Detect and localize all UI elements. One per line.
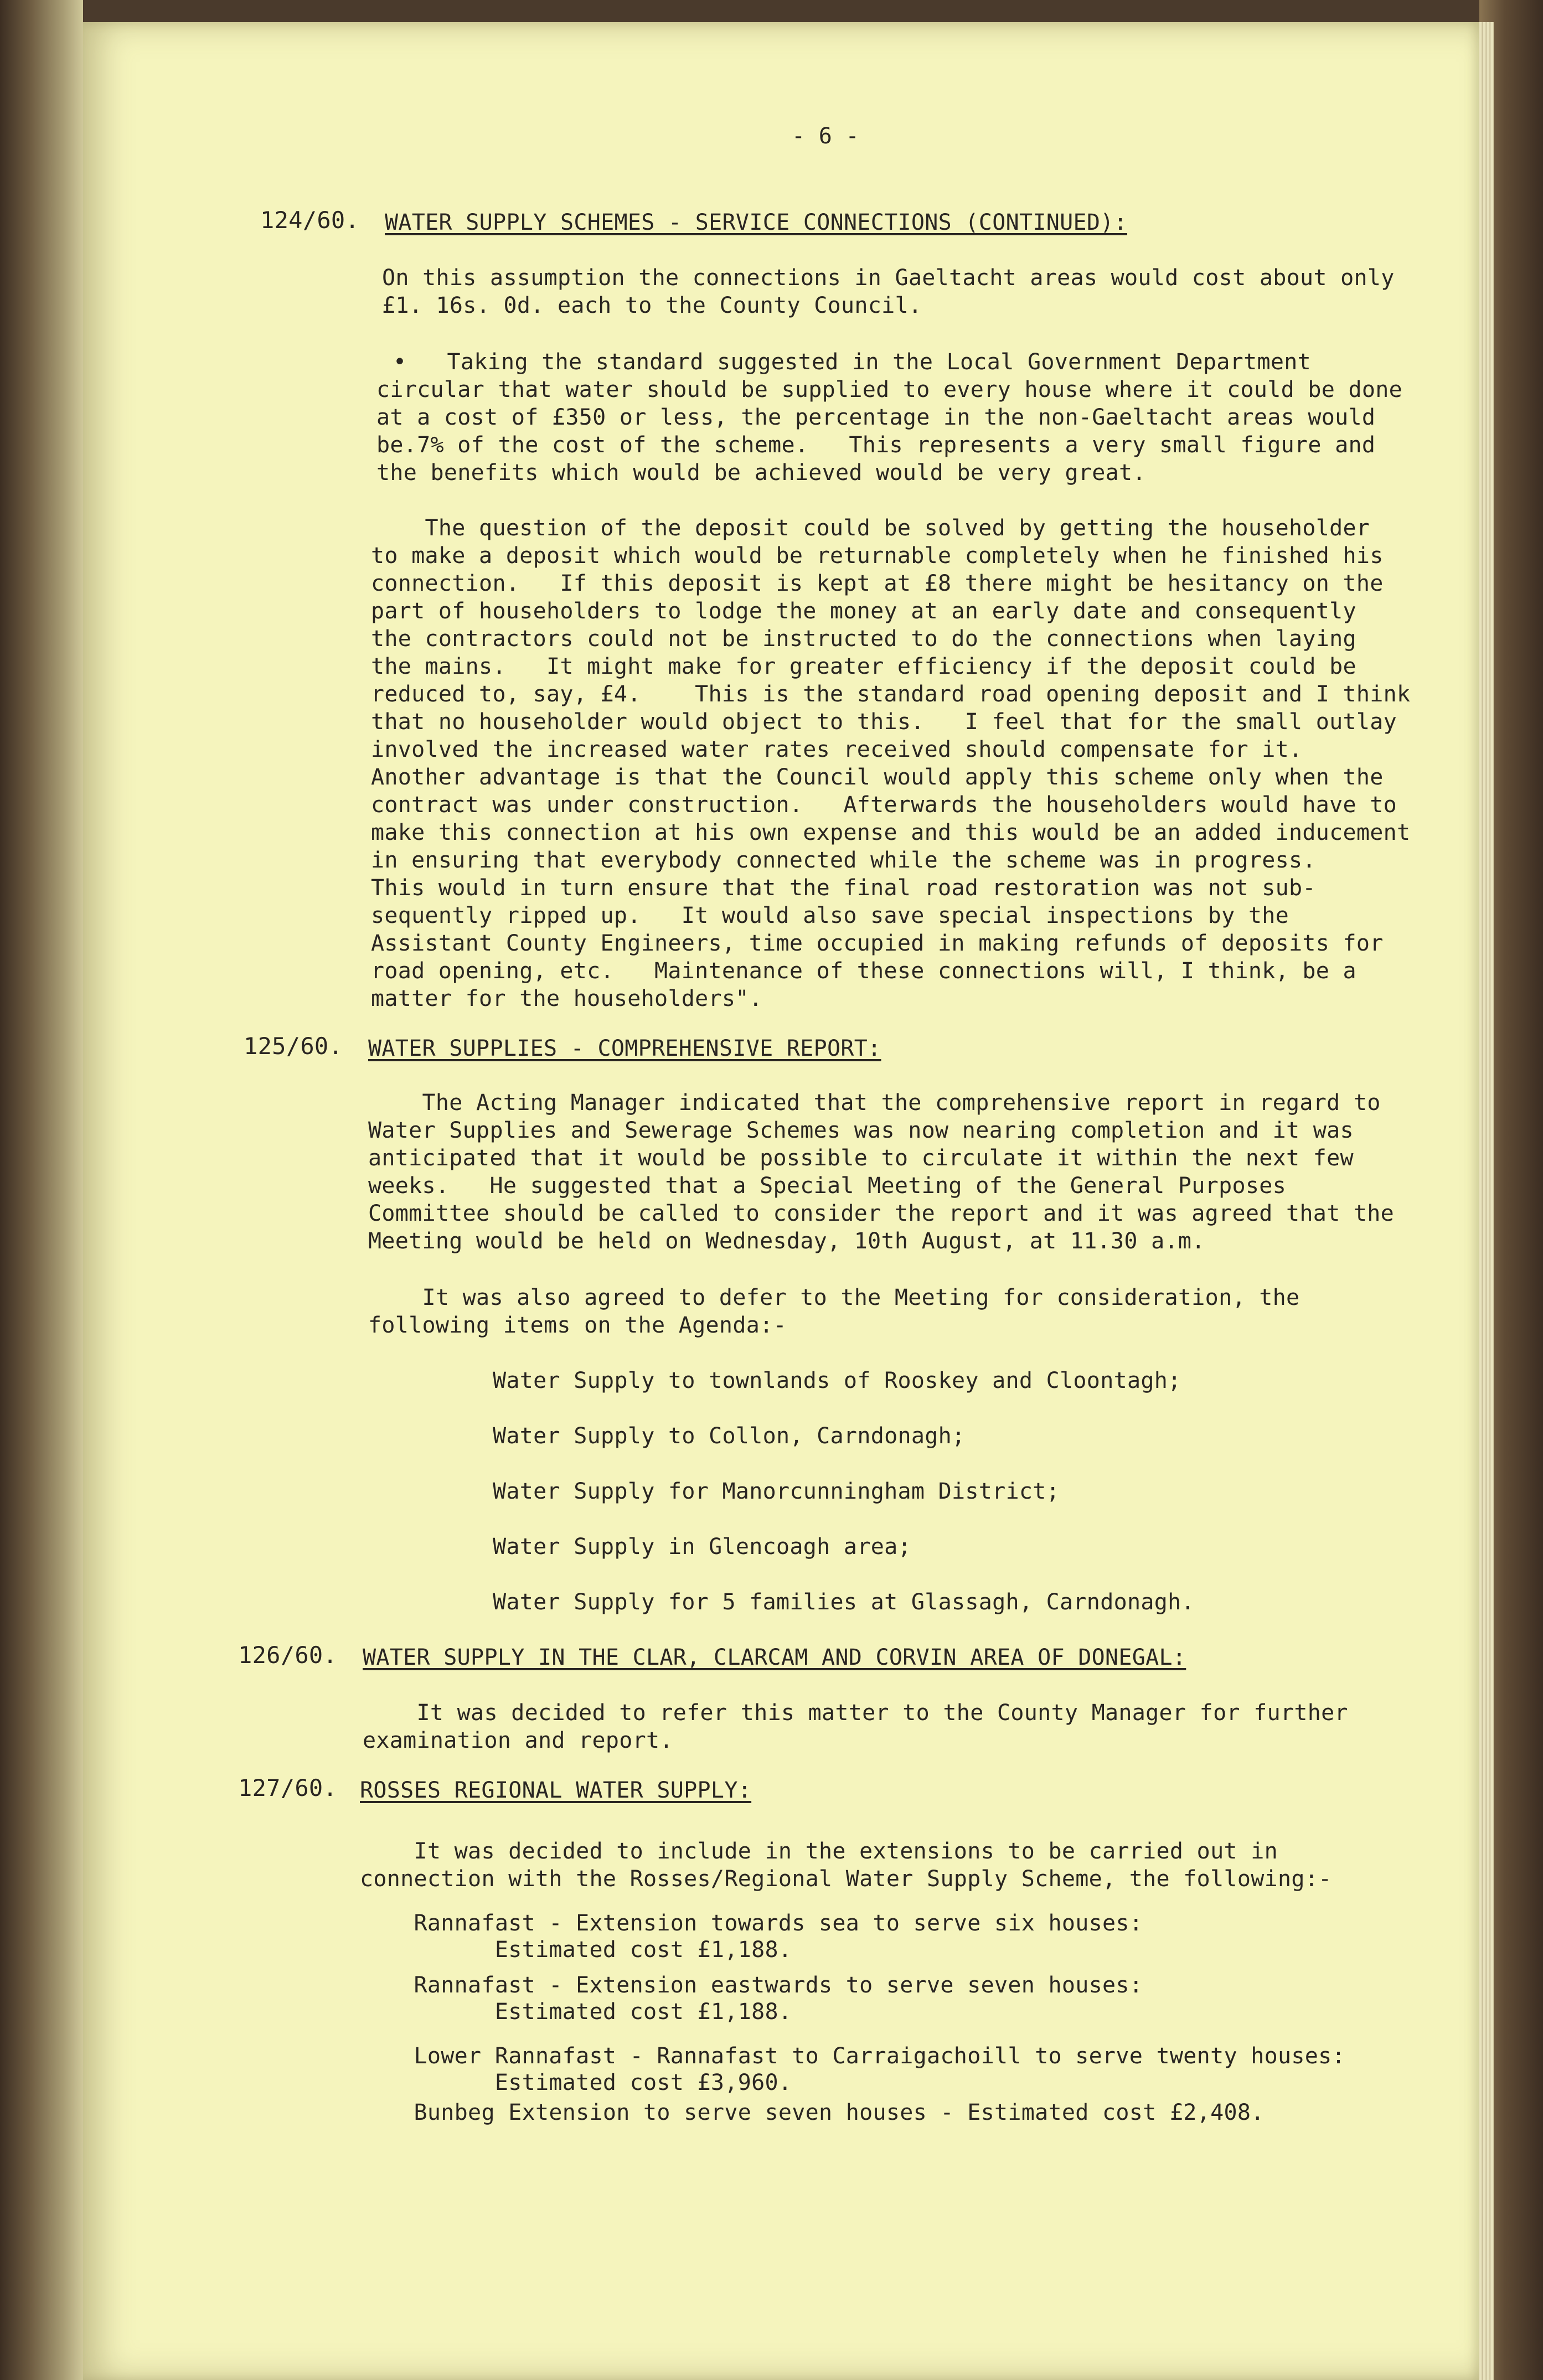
paragraph-line: contract was under construction. Afterwards the householders would have to (371, 792, 1397, 818)
book-binding (0, 0, 83, 2380)
extension-cost: Estimated cost £1,188. (360, 1937, 792, 1963)
section-heading-127: ROSSES REGIONAL WATER SUPPLY: (360, 1778, 752, 1803)
paragraph-line: sequently ripped up. It would also save special inspections by the (371, 903, 1289, 928)
paragraph-line: make this connection at his own expense and this would be an added inducement (371, 820, 1411, 845)
page-number: - 6 - (792, 123, 859, 149)
minute-number-125: 125/60. (244, 1032, 343, 1060)
agenda-item: Water Supply to townlands of Rooskey and Cloontagh; (493, 1368, 1181, 1393)
paragraph-line: £1. 16s. 0d. each to the County Council. (382, 293, 922, 318)
paragraph-line: that no householder would object to this. I feel that for the small outlay (371, 709, 1397, 735)
paragraph-line: It was also agreed to defer to the Meeting for consideration, the (368, 1285, 1300, 1310)
paragraph-line: circular that water should be supplied to every house where it could be done (376, 377, 1403, 402)
paragraph-line: following items on the Agenda:- (368, 1313, 787, 1338)
minute-number-127: 127/60. (238, 1774, 338, 1801)
paragraph-line: involved the increased water rates received should compensate for it. (371, 737, 1303, 762)
paragraph-line: The question of the deposit could be solved by getting the householder (371, 515, 1370, 541)
paragraph-line: The Acting Manager indicated that the comprehensive report in regard to (368, 1090, 1381, 1116)
paragraph-line: the benefits which would be achieved would be very great. (376, 460, 1146, 486)
paragraph-line: It was decided to include in the extensions to be carried out in (360, 1839, 1278, 1864)
paragraph-line: On this assumption the connections in Gaeltacht areas would cost about only (382, 265, 1395, 291)
paragraph-line: be.7% of the cost of the scheme. This represents a very small figure and (376, 432, 1376, 458)
paragraph-line: in ensuring that everybody connected while the scheme was in progress. (371, 848, 1316, 873)
agenda-item: Water Supply in Glencoagh area; (493, 1534, 911, 1560)
paragraph-line: connection with the Rosses/Regional Water Supply Scheme, the following:- (360, 1866, 1332, 1892)
extension-cost: Estimated cost £1,188. (360, 1999, 792, 2025)
extension-cost: Estimated cost £3,960. (360, 2070, 792, 2095)
paragraph-line: examination and report. (363, 1728, 673, 1753)
paragraph-line: Committee should be called to consider the report and it was agreed that the (368, 1201, 1395, 1226)
paragraph-line: the mains. It might make for greater efficiency if the deposit could be (371, 654, 1356, 679)
paragraph-line: It was decided to refer this matter to the County Manager for further (363, 1700, 1348, 1726)
paragraph-line: Meeting would be held on Wednesday, 10th August, at 11.30 a.m. (368, 1228, 1205, 1254)
paragraph-line: to make a deposit which would be returnable completely when he finished his (371, 543, 1384, 569)
section-heading-124: WATER SUPPLY SCHEMES - SERVICE CONNECTIONS (CONTINUED): (385, 210, 1128, 235)
paragraph-line: reduced to, say, £4. This is the standard road opening deposit and I think (371, 682, 1411, 707)
paragraph-line: part of householders to lodge the money at an early date and consequently (371, 598, 1356, 624)
section-heading-125: WATER SUPPLIES - COMPREHENSIVE REPORT: (368, 1036, 881, 1061)
paragraph-line: at a cost of £350 or less, the percentage in the non-Gaeltacht areas would (376, 405, 1376, 430)
extension-item: Rannafast - Extension towards sea to serve six houses: (360, 1911, 1143, 1936)
paragraph-line: the contractors could not be instructed to do the connections when laying (371, 626, 1356, 652)
paragraph-line: matter for the householders". (371, 986, 763, 1011)
extension-item: Rannafast - Extension eastwards to serve seven houses: (360, 1973, 1143, 1998)
section-heading-126: WATER SUPPLY IN THE CLAR, CLARCAM AND CORVIN AREA OF DONEGAL: (363, 1645, 1186, 1670)
agenda-item: Water Supply for Manorcunningham District; (493, 1479, 1060, 1504)
paragraph-line: connection. If this deposit is kept at £8 there might be hesitancy on the (371, 571, 1384, 596)
extension-item: Bunbeg Extension to serve seven houses - Estimated cost £2,408. (360, 2100, 1265, 2125)
extension-item: Lower Rannafast - Rannafast to Carraigachoill to serve twenty houses: (360, 2043, 1345, 2069)
paragraph-line: This would in turn ensure that the final road restoration was not sub- (371, 875, 1316, 901)
minute-number-124: 124/60. (260, 206, 360, 234)
paragraph-line: Another advantage is that the Council would apply this scheme only when the (371, 765, 1384, 790)
paragraph-line: Assistant County Engineers, time occupied in making refunds of deposits for (371, 931, 1384, 956)
agenda-item: Water Supply for 5 families at Glassagh, Carndonagh. (493, 1589, 1195, 1615)
paragraph-line: weeks. He suggested that a Special Meeting of the General Purposes (368, 1173, 1286, 1199)
paragraph-line: Water Supplies and Sewerage Schemes was now nearing completion and it was (368, 1118, 1354, 1143)
agenda-item: Water Supply to Collon, Carndonagh; (493, 1423, 966, 1449)
page-stack-edge (1479, 22, 1494, 2380)
paragraph-line: anticipated that it would be possible to circulate it within the next few (368, 1145, 1354, 1171)
paragraph-line: road opening, etc. Maintenance of these connections will, I think, be a (371, 958, 1356, 984)
minute-number-126: 126/60. (238, 1641, 338, 1669)
paragraph-line: • Taking the standard suggested in the Local Government Department (393, 349, 1311, 375)
